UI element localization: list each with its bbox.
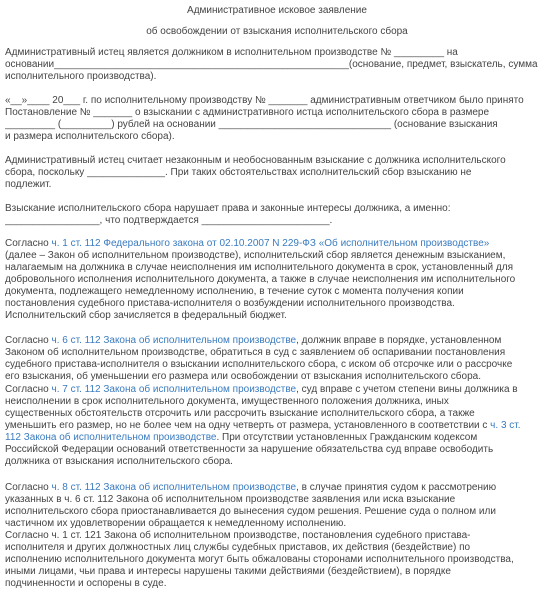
text-line <box>5 286 553 298</box>
text-segment: уменьшить его размер, но не более чем на одну четверть от размера, установленного в соответствии с <box>5 420 491 431</box>
text-segment: частичном их удовлетворении обращается к немедленному исполнению. <box>5 518 347 529</box>
text-segment: . При отсутствии установленных Гражданским кодексом <box>216 432 478 443</box>
text-segment: (далее – Закон об исполнительном производстве), исполнительский сбор является денежным взысканием, <box>5 250 506 261</box>
text-line <box>5 203 553 215</box>
text-line <box>5 131 553 143</box>
text-line <box>5 335 553 347</box>
text-segment: Постановление № _______ о взыскании с административного истца исполнительского сбора в размере <box>5 107 490 118</box>
text-line <box>5 542 553 554</box>
text-segment: исполнительского сбора приостанавливается до вынесения судом решения. Решение суда о полном или <box>5 506 496 517</box>
text-segment: «__»____ 20___ г. по исполнительному производству № _______ административным ответчиком было принято <box>5 95 524 106</box>
law-reference-link[interactable]: ч. 6 ст. 112 Закона об исполнительном производстве <box>51 335 297 346</box>
law-reference-link[interactable]: ч. 1 ст. 112 Федерального закона от 02.10.2007 N 229-ФЗ «Об исполнительном производстве» <box>51 238 490 249</box>
text-segment: , в случае принятия судом к рассмотрению <box>296 482 497 493</box>
text-segment: _________________, что подтверждается _______________________. <box>5 215 333 226</box>
text-segment: Взыскание исполнительского сбора нарушает права и законные интересы должника, а именно: <box>5 203 451 214</box>
text-line <box>5 250 553 262</box>
text-segment: указанных в ч. 6 ст. 112 Закона об исполнительном производстве заявления или иска взыскание <box>5 494 456 505</box>
text-segment: неисполнении в срок исполнительного документа, имущественного положения должника, иных <box>5 396 449 407</box>
text-segment: _________ (_________) рублей на основании _______________________________ (основание взыскания <box>5 119 498 130</box>
text-segment: должника от взыскания исполнительского сбора. <box>5 456 233 467</box>
text-line <box>5 47 553 59</box>
text-line <box>5 530 553 542</box>
text-segment: существенных обстоятельств отсрочить или рассрочить взыскание исполнительского сбора, а также <box>5 408 475 419</box>
paragraph-debtor-status <box>5 47 553 83</box>
law-reference-link[interactable]: 112 Закона об исполнительном производстве <box>5 432 217 443</box>
text-segment: Согласно <box>5 335 52 346</box>
text-line <box>5 384 553 396</box>
text-line <box>5 494 553 506</box>
text-line <box>5 298 553 310</box>
text-segment: судебного пристава-исполнителя о взыскании исполнительского сбора, с иском об отсрочке или о рассрочке <box>5 359 513 370</box>
text-line <box>5 71 553 83</box>
text-segment: Согласно <box>5 482 52 493</box>
text-line <box>5 95 553 107</box>
text-segment: подлежит. <box>5 179 52 190</box>
text-segment: Российской Федерации оснований ответственности за нарушение обязательства суд вправе освободить <box>5 444 494 455</box>
paragraph-unlawful-collection <box>5 155 553 191</box>
text-line <box>5 215 553 227</box>
text-line <box>5 482 553 494</box>
text-line <box>5 59 553 71</box>
text-line <box>5 347 553 359</box>
text-segment: исполнительного производства). <box>5 71 157 82</box>
text-line <box>5 359 553 371</box>
text-segment: налагаемым на должника в случае неисполнения им исполнительного документа в срок, установленный для <box>5 262 514 273</box>
paragraph-enforcement-decision <box>5 95 553 143</box>
text-segment: подчиненности и оспорены в суде. <box>5 578 167 589</box>
text-line <box>5 155 553 167</box>
text-segment: его взыскания, об уменьшении его размера или освобождении от взыскания исполнительского сбора. <box>5 371 481 382</box>
text-segment: Административный истец является должником в исполнительном производстве № _________ на <box>5 47 458 58</box>
text-segment: Согласно <box>5 238 52 249</box>
text-line <box>5 371 553 383</box>
text-line <box>5 456 553 468</box>
law-reference-link[interactable]: ч. 7 ст. 112 Закона об исполнительном производстве <box>51 384 297 395</box>
law-reference-link[interactable]: ч. 8 ст. 112 Закона об исполнительном производстве <box>51 482 297 493</box>
text-segment: , суд вправе с учетом степени вины должника в <box>296 384 518 395</box>
text-segment: исполнителя и других должностных лиц службы судебных приставов, их действия (бездействие) по <box>5 542 471 553</box>
text-line <box>5 432 553 444</box>
text-line <box>5 238 553 250</box>
paragraph-article-112-part-8 <box>5 482 553 530</box>
text-segment: основании_____________________________________________________(основание, предмет, взыскатель, сумма <box>5 59 538 70</box>
text-segment: постановления судебного пристава-исполнителя о возбуждении исполнительного производства. <box>5 298 455 309</box>
text-segment: иными лицами, чьи права и интересы нарушены такими действиями (бездействием), в порядке <box>5 566 451 577</box>
text-line <box>5 396 553 408</box>
paragraph-article-112-part-6 <box>5 335 553 383</box>
law-reference-link[interactable]: ч. 3 ст. <box>490 420 521 431</box>
text-line <box>5 274 553 286</box>
text-segment: Согласно ч. 1 ст. 121 Закона об исполнительном производстве, постановления судебного пристава- <box>5 530 471 541</box>
text-line <box>5 310 553 322</box>
paragraph-article-112-part-1 <box>5 238 553 322</box>
text-line <box>5 578 553 590</box>
text-line <box>5 119 553 131</box>
text-segment: и размера исполнительского сбора). <box>5 131 175 142</box>
text-line <box>5 262 553 274</box>
document-title: Административное исковое заявление <box>187 5 367 16</box>
text-line <box>5 179 553 191</box>
paragraph-article-112-part-7 <box>5 384 553 468</box>
text-segment: сбора, поскольку ______________. При таких обстоятельствах исполнительский сбор взысканию не <box>5 167 472 178</box>
text-line <box>5 107 553 119</box>
text-segment: , должник вправе в порядке, установленном <box>296 335 502 346</box>
paragraph-rights-violation <box>5 203 553 227</box>
text-segment: Законом об исполнительном производстве, обратиться в суд с заявлением об оспаривании постановления <box>5 347 506 358</box>
text-segment: Исполнительский сбор зачисляется в федеральный бюджет. <box>5 310 287 321</box>
text-line <box>5 420 553 432</box>
text-line <box>5 518 553 530</box>
text-line <box>5 506 553 518</box>
text-line <box>5 554 553 566</box>
text-segment: исполнению исполнительного документа могут быть обжалованы сторонами исполнительного производства, <box>5 554 514 565</box>
text-segment: Согласно <box>5 384 52 395</box>
text-segment: документа, подлежащего немедленному исполнению, в течение суток с момента получения копии <box>5 286 464 297</box>
document-subtitle: об освобождении от взыскания исполнительского сбора <box>146 26 408 37</box>
text-line <box>5 408 553 420</box>
text-segment: добровольного исполнения исполнительного документа, а также в случае неисполнения им исполнительного <box>5 274 516 285</box>
text-line <box>5 167 553 179</box>
text-segment: Административный истец считает незаконным и необоснованным взыскание с должника исполнительского <box>5 155 506 166</box>
paragraph-article-121-part-1 <box>5 530 553 590</box>
text-line <box>5 566 553 578</box>
text-line <box>5 444 553 456</box>
